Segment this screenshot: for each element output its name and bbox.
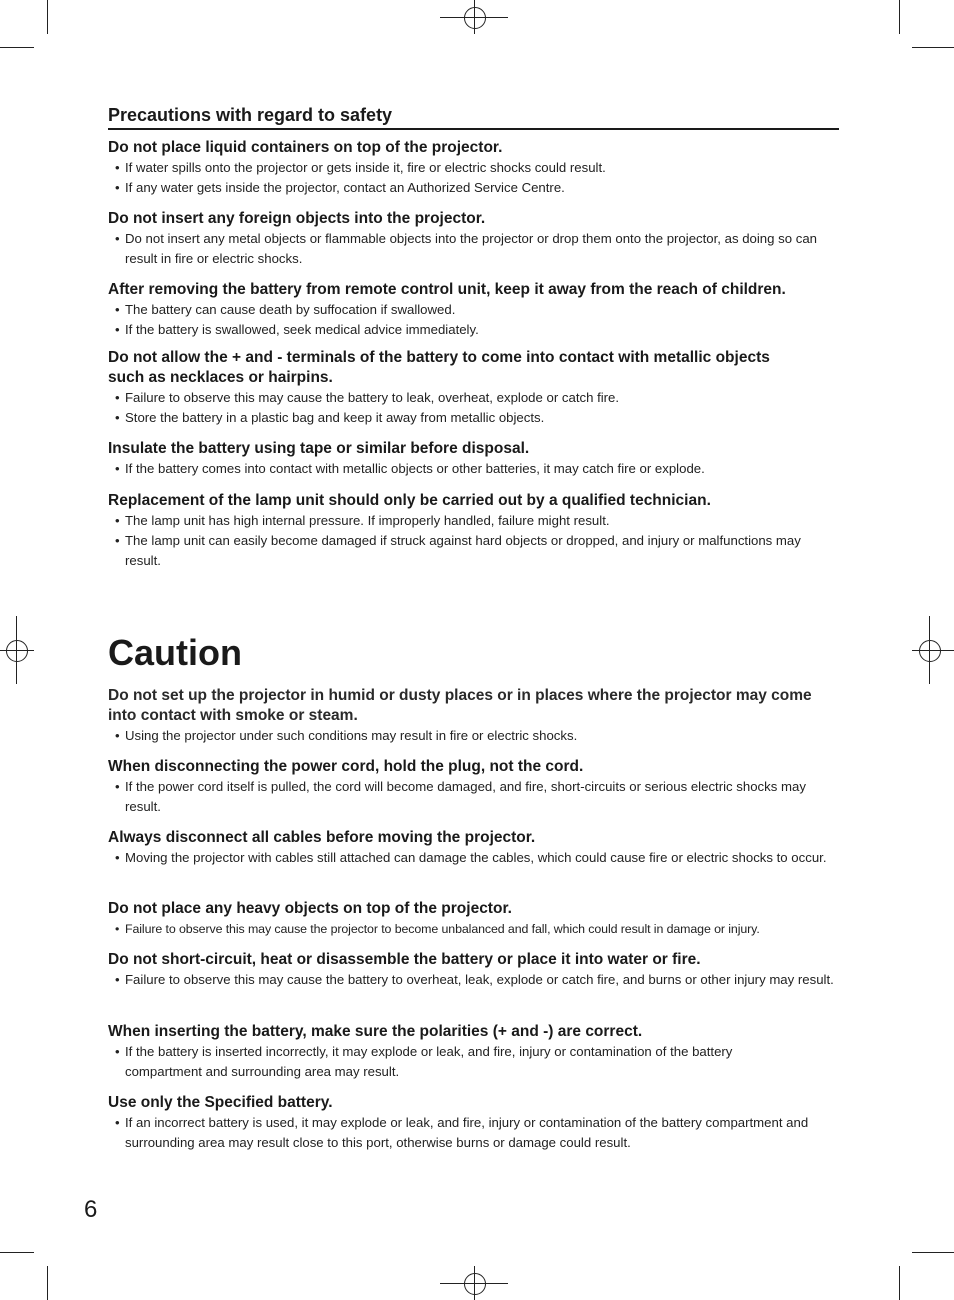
page-number: 6 <box>84 1196 98 1223</box>
caution-heading: When disconnecting the power cord, hold the plug, not the cord. <box>108 758 584 775</box>
caution-heading: Do not place any heavy objects on top of the projector. <box>108 900 512 917</box>
caution-bullet: • Failure to observe this may cause the projector to become unbalanced and fall, which could result in damage or injury. <box>108 919 839 939</box>
caution-bullet: • Failure to observe this may cause the battery to overheat, leak, explode or catch fire, and burns or other injury may result. <box>108 970 839 990</box>
crop-mark <box>899 0 900 34</box>
caution-item <box>108 686 839 746</box>
caution-item <box>108 950 839 990</box>
precaution-heading: Do not allow the + and - terminals of the battery to come into contact with metallic objects such as necklaces or hairpins. <box>108 349 770 386</box>
crop-mark <box>0 1252 34 1253</box>
caution-heading: Always disconnect all cables before moving the projector. <box>108 829 536 846</box>
precaution-item <box>108 280 839 340</box>
precaution-heading: After removing the battery from remote control unit, keep it away from the reach of children. <box>108 281 786 298</box>
caution-title: Caution <box>108 632 242 673</box>
caution-item <box>108 828 839 868</box>
crop-mark <box>912 1252 954 1253</box>
crop-mark <box>912 47 954 48</box>
precaution-bullet: • The lamp unit can easily become damaged if struck against hard objects or dropped, and injury or malfunctions may result. <box>108 531 839 571</box>
caution-bullet: • Moving the projector with cables still attached can damage the cables, which could cause fire or electric shocks to occur. <box>108 848 839 868</box>
precaution-item <box>108 439 839 479</box>
precaution-bullet: • Failure to observe this may cause the battery to leak, overheat, explode or catch fire. <box>108 388 839 408</box>
precaution-heading: Do not place liquid containers on top of the projector. <box>108 139 503 156</box>
caution-bullet: • Using the projector under such conditions may result in fire or electric shocks. <box>108 726 839 746</box>
precaution-bullet: • Do not insert any metal objects or flammable objects into the projector or drop them onto the projector, as doing so can result in fire or electric shocks. <box>108 229 839 269</box>
caution-heading: Do not short-circuit, heat or disassemble the battery or place it into water or fire. <box>108 951 701 968</box>
precaution-bullet: • If the battery is swallowed, seek medical advice immediately. <box>108 320 839 340</box>
precaution-bullet: • If the battery comes into contact with metallic objects or other batteries, it may catch fire or explode. <box>108 459 839 479</box>
caution-bullet: • If the battery is inserted incorrectly, it may explode or leak, and fire, injury or contamination of the battery compartment and surrounding area may result. <box>108 1042 785 1082</box>
precaution-item <box>108 491 839 571</box>
precaution-bullet: • If any water gets inside the projector, contact an Authorized Service Centre. <box>108 178 839 198</box>
precaution-item <box>108 209 839 269</box>
caution-heading: Use only the Specified battery. <box>108 1094 333 1111</box>
crop-mark <box>47 0 48 34</box>
caution-item <box>108 1093 839 1153</box>
caution-bullet: • If the power cord itself is pulled, the cord will become damaged, and fire, short-circuits or serious electric shocks may result. <box>108 777 839 817</box>
precautions-section-title: Precautions with regard to safety <box>108 104 839 130</box>
precaution-heading: Do not insert any foreign objects into the projector. <box>108 210 486 227</box>
crop-mark <box>47 1266 48 1300</box>
caution-item <box>108 757 839 817</box>
crop-mark <box>0 47 34 48</box>
precaution-heading: Replacement of the lamp unit should only be carried out by a qualified technician. <box>108 492 711 509</box>
precaution-item <box>108 138 839 198</box>
caution-heading: When inserting the battery, make sure the polarities (+ and -) are correct. <box>108 1023 643 1040</box>
caution-bullet: • If an incorrect battery is used, it may explode or leak, and fire, injury or contamination of the battery compartment and surrounding area may result close to this port, otherwise burns or damage could result. <box>108 1113 815 1153</box>
caution-item <box>108 1022 839 1082</box>
precaution-item <box>108 348 839 428</box>
caution-item <box>108 899 839 939</box>
precaution-heading: Insulate the battery using tape or similar before disposal. <box>108 440 530 457</box>
crop-mark <box>899 1266 900 1300</box>
precaution-bullet: • The lamp unit has high internal pressure. If improperly handled, failure might result. <box>108 511 839 531</box>
precaution-bullet: • The battery can cause death by suffocation if swallowed. <box>108 300 839 320</box>
caution-heading: Do not set up the projector in humid or dusty places or in places where the projector may come into contact with smoke or steam. <box>108 687 812 724</box>
precaution-bullet: • If water spills onto the projector or gets inside it, fire or electric shocks could result. <box>108 158 839 178</box>
precaution-bullet: • Store the battery in a plastic bag and keep it away from metallic objects. <box>108 408 839 428</box>
